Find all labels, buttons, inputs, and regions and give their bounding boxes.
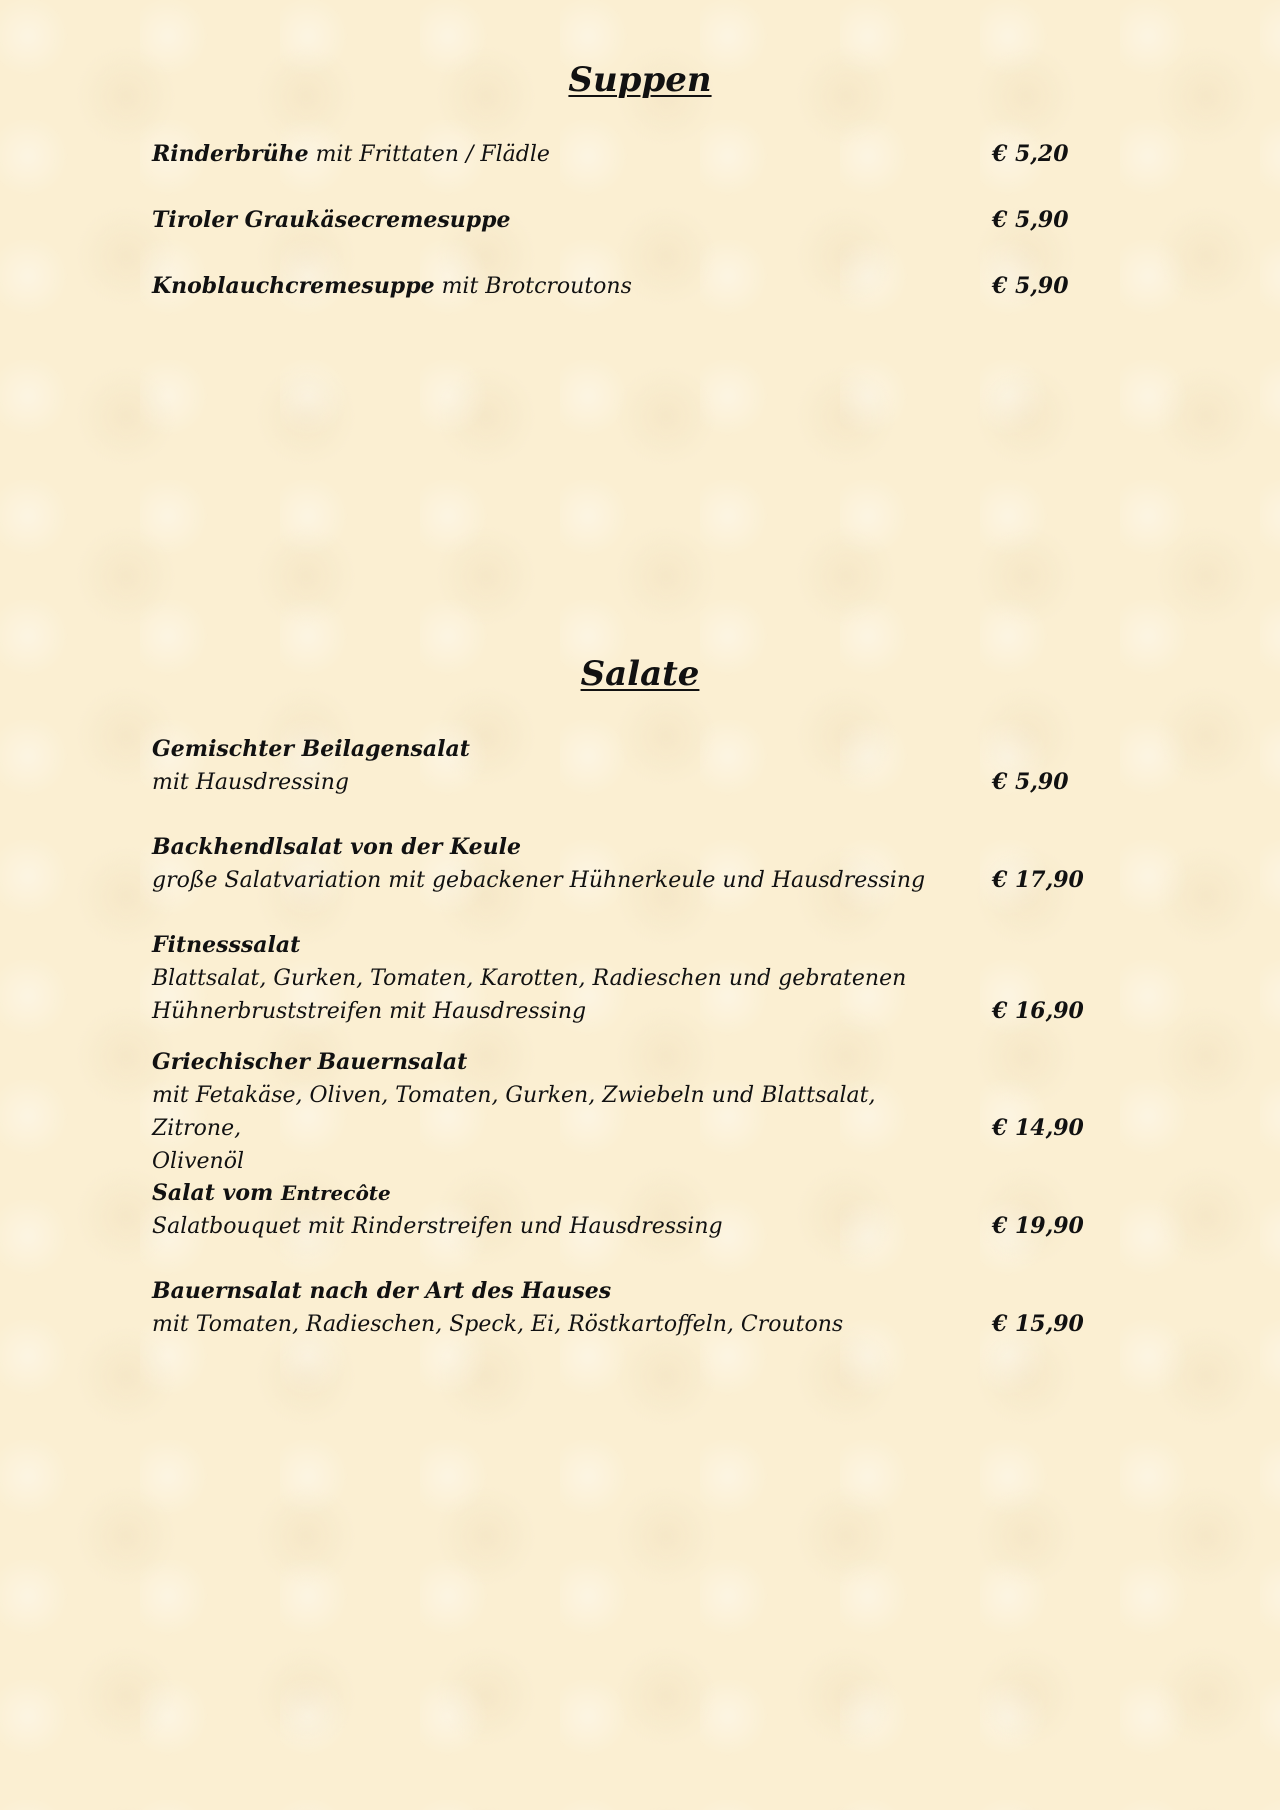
item-price: € 5,90: [992, 769, 1069, 795]
item-name: Knoblauchcremesuppe: [152, 273, 435, 299]
item-description: mit Frittaten / Flädle: [308, 142, 550, 167]
item-name: Gemischter Beilagensalat: [152, 736, 470, 762]
item-description: mit Tomaten, Radieschen, Speck, Ei, Röstkartoffeln, Croutons: [152, 1312, 844, 1337]
item-name-extra: Entrecôte: [280, 1181, 391, 1205]
item-name: Rinderbrühe: [152, 141, 309, 167]
item-name: Fitnesssalat: [152, 932, 301, 958]
item-price: € 14,90: [992, 1115, 1084, 1141]
item-price: € 5,90: [992, 273, 1069, 299]
item-price: € 5,20: [992, 141, 1069, 167]
item-name: Backhendlsalat von der Keule: [152, 834, 522, 860]
menu-item: [152, 1275, 1092, 1341]
item-name: Bauernsalat nach der Art des Hauses: [152, 1278, 612, 1304]
menu-item: [152, 831, 1092, 897]
item-price: € 19,90: [992, 1213, 1084, 1239]
item-name: Salat vom: [152, 1180, 281, 1206]
item-price: € 5,90: [992, 207, 1069, 233]
item-description: mit Hausdressing: [152, 770, 349, 795]
menu-item: [152, 138, 1092, 171]
item-description: Hühnerbruststreifen mit Hausdressing: [152, 999, 587, 1024]
section-title-soups: Suppen: [568, 60, 712, 100]
item-description: Olivenöl: [152, 1149, 245, 1174]
menu-item: [152, 1046, 1092, 1178]
item-description: große Salatvariation mit gebackener Hühnerkeule und Hausdressing: [152, 868, 926, 893]
section-title-salads: Salate: [580, 654, 700, 694]
item-description: Salatbouquet mit Rinderstreifen und Hausdressing: [152, 1214, 723, 1239]
menu-item: [152, 733, 1092, 799]
menu-item: [152, 929, 1092, 1028]
item-price: € 17,90: [992, 867, 1084, 893]
item-description: mit Fetakäse, Oliven, Tomaten, Gurken, Zwiebeln und Blattsalat, Zitrone,: [152, 1083, 876, 1141]
item-name: Tiroler Graukäsecremesuppe: [152, 207, 511, 233]
item-price: € 16,90: [992, 998, 1084, 1024]
menu-item: [152, 270, 1092, 303]
item-description: mit Brotcroutons: [434, 274, 632, 299]
item-price: € 15,90: [992, 1311, 1084, 1337]
menu-item: [152, 204, 1092, 237]
item-name: Griechischer Bauernsalat: [152, 1049, 468, 1075]
item-description: Blattsalat, Gurken, Tomaten, Karotten, Radieschen und gebratenen: [152, 966, 907, 991]
menu-item: [152, 1177, 1092, 1243]
